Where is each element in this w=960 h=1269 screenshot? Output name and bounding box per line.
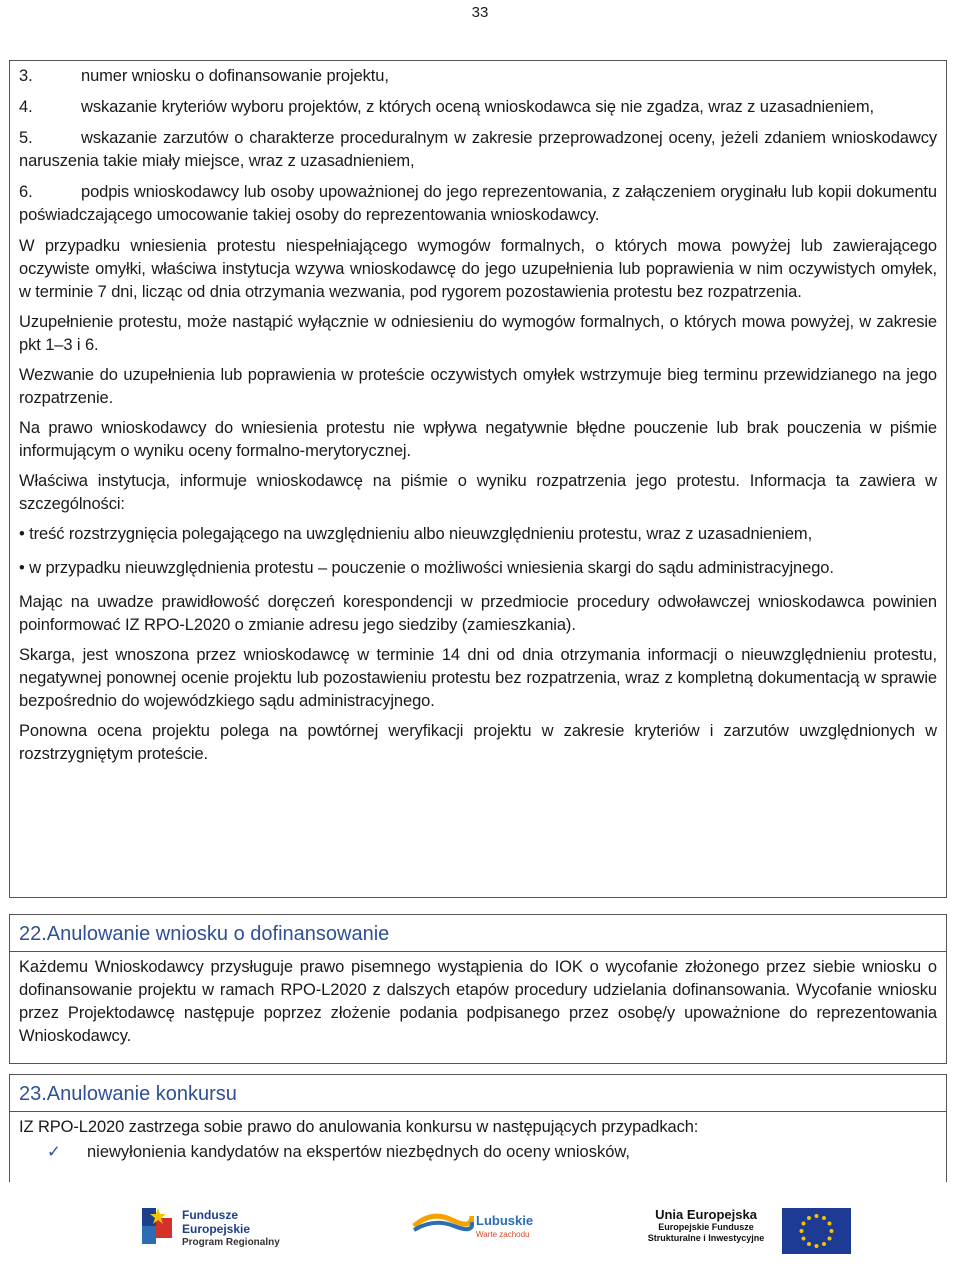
page-number: 33 bbox=[471, 4, 489, 21]
list-item: ✓ niewyłonienia kandydatów na ekspertów niezbędnych do oceny wniosków, bbox=[19, 1141, 937, 1164]
list-item: 3. numer wniosku o dofinansowanie projektu, bbox=[19, 67, 389, 85]
lubuskie-logo: Lubuskie Warte zachodu bbox=[412, 1206, 562, 1246]
list-item: 5. wskazanie zarzutów o charakterze proceduralnym w zakresie przeprowadzonej oceny, jeżeli zdaniem wnioskodawcy naruszenia takie miały miejsce, wraz z uzasadnieniem, bbox=[19, 129, 937, 170]
footer-logos bbox=[0, 1196, 960, 1266]
paragraph: Skarga, jest wnoszona przez wnioskodawcę w terminie 14 dni od dnia otrzymania informacji o nieuwzględnieniu protestu, negatywnej ponownej ocenie projektu lub pozostawieniu protestu bez rozpatrzenia, wraz z kompletną dokumentacją w sprawie bezpośrednio do wojewódzkiego sądu administracyjnego. bbox=[19, 646, 937, 710]
paragraph: Mając na uwadze prawidłowość doręczeń korespondencji w przedmiocie procedury odwoławczej wnioskodawca powinien poinformować IZ RPO-L2020 o zmianie adresu jego siedziby (zamieszkania). bbox=[19, 593, 937, 634]
star-flag-icon bbox=[138, 1204, 178, 1250]
section-22-box bbox=[9, 914, 947, 1064]
section-22-title: 22.Anulowanie wniosku o dofinansowanie bbox=[10, 915, 946, 952]
eu-flag-icon bbox=[782, 1208, 851, 1254]
section-22-text: Każdemu Wnioskodawcy przysługuje prawo pisemnego wystąpienia do IOK o wycofanie złożonego przez siebie wniosku o dofinansowanie projektu w ramach RPO-L2020 z dalszych etapów procedury udzielania dofinansowania. Wycofanie wniosku przez Projektodawcę następuje poprzez złożenie podania podpisanego przez osobę/y upoważnione do reprezentowania Wnioskodawcy. bbox=[19, 958, 937, 1045]
paragraph: W przypadku wniesienia protestu niespełniającego wymogów formalnych, o których mowa powyżej lub zawierającego oczywiste omyłki, właściwa instytucja wzywa wnioskodawcę do jego uzupełnienia lub poprawienia w nim oczywistych omyłek, w terminie 7 dni, licząc od dnia otrzymania wezwania, pod rygorem pozostawienia protestu bez rozpatrzenia. bbox=[19, 237, 937, 301]
paragraph: Właściwa instytucja, informuje wnioskodawcę na piśmie o wyniku rozpatrzenia jego protestu. Informacja ta zawiera w szczególności: bbox=[19, 472, 937, 513]
bullet-item: • w przypadku nieuwzględnienia protestu – pouczenie o możliwości wniesienia skargi do sądu administracyjnego. bbox=[19, 559, 834, 577]
bullet-item: • treść rozstrzygnięcia polegającego na uwzględnieniu albo nieuwzględnieniu protestu, wraz z uzasadnieniem, bbox=[19, 525, 813, 543]
list-item: 4. wskazanie kryteriów wyboru projektów, z których oceną wnioskodawca się nie zgadza, wraz z uzasadnieniem, bbox=[19, 98, 874, 116]
paragraph: Ponowna ocena projektu polega na powtórnej weryfikacji projektu w zakresie kryteriów i zarzutów uwzględnionych w rozstrzygniętym proteście. bbox=[19, 722, 937, 763]
wave-icon bbox=[412, 1206, 474, 1236]
paragraph: Wezwanie do uzupełnienia lub poprawienia w proteście oczywistych omyłek wstrzymuje bieg terminu przewidzianego na jego rozpatrzenie. bbox=[19, 366, 937, 407]
paragraph: Na prawo wnioskodawcy do wniesienia protestu nie wpływa negatywnie błędne pouczenie lub brak pouczenia w piśmie informującym o wyniku oceny formalno-merytorycznej. bbox=[19, 419, 937, 460]
section-23-title: 23.Anulowanie konkursu bbox=[10, 1075, 946, 1112]
protest-requirements-box bbox=[9, 60, 947, 898]
fundusze-europejskie-logo: Fundusze Europejskie Program Regionalny bbox=[138, 1204, 288, 1254]
unia-europejska-logo: Unia Europejska Europejskie Fundusze Strukturalne i Inwestycyjne bbox=[640, 1208, 855, 1254]
section-23-box bbox=[9, 1074, 947, 1182]
paragraph: Uzupełnienie protestu, może nastąpić wyłącznie w odniesieniu do wymogów formalnych, o których mowa powyżej, w zakresie pkt 1–3 i 6. bbox=[19, 313, 937, 354]
list-item: 6. podpis wnioskodawcy lub osoby upoważnionej do jego reprezentowania, z załączeniem oryginału lub kopii dokumentu poświadczającego umocowanie takiej osoby do reprezentowania wnioskodawcy. bbox=[19, 183, 937, 224]
section-23-intro: IZ RPO-L2020 zastrzega sobie prawo do anulowania konkursu w następujących przypadkach: bbox=[19, 1118, 699, 1136]
check-icon: ✓ bbox=[47, 1143, 61, 1161]
